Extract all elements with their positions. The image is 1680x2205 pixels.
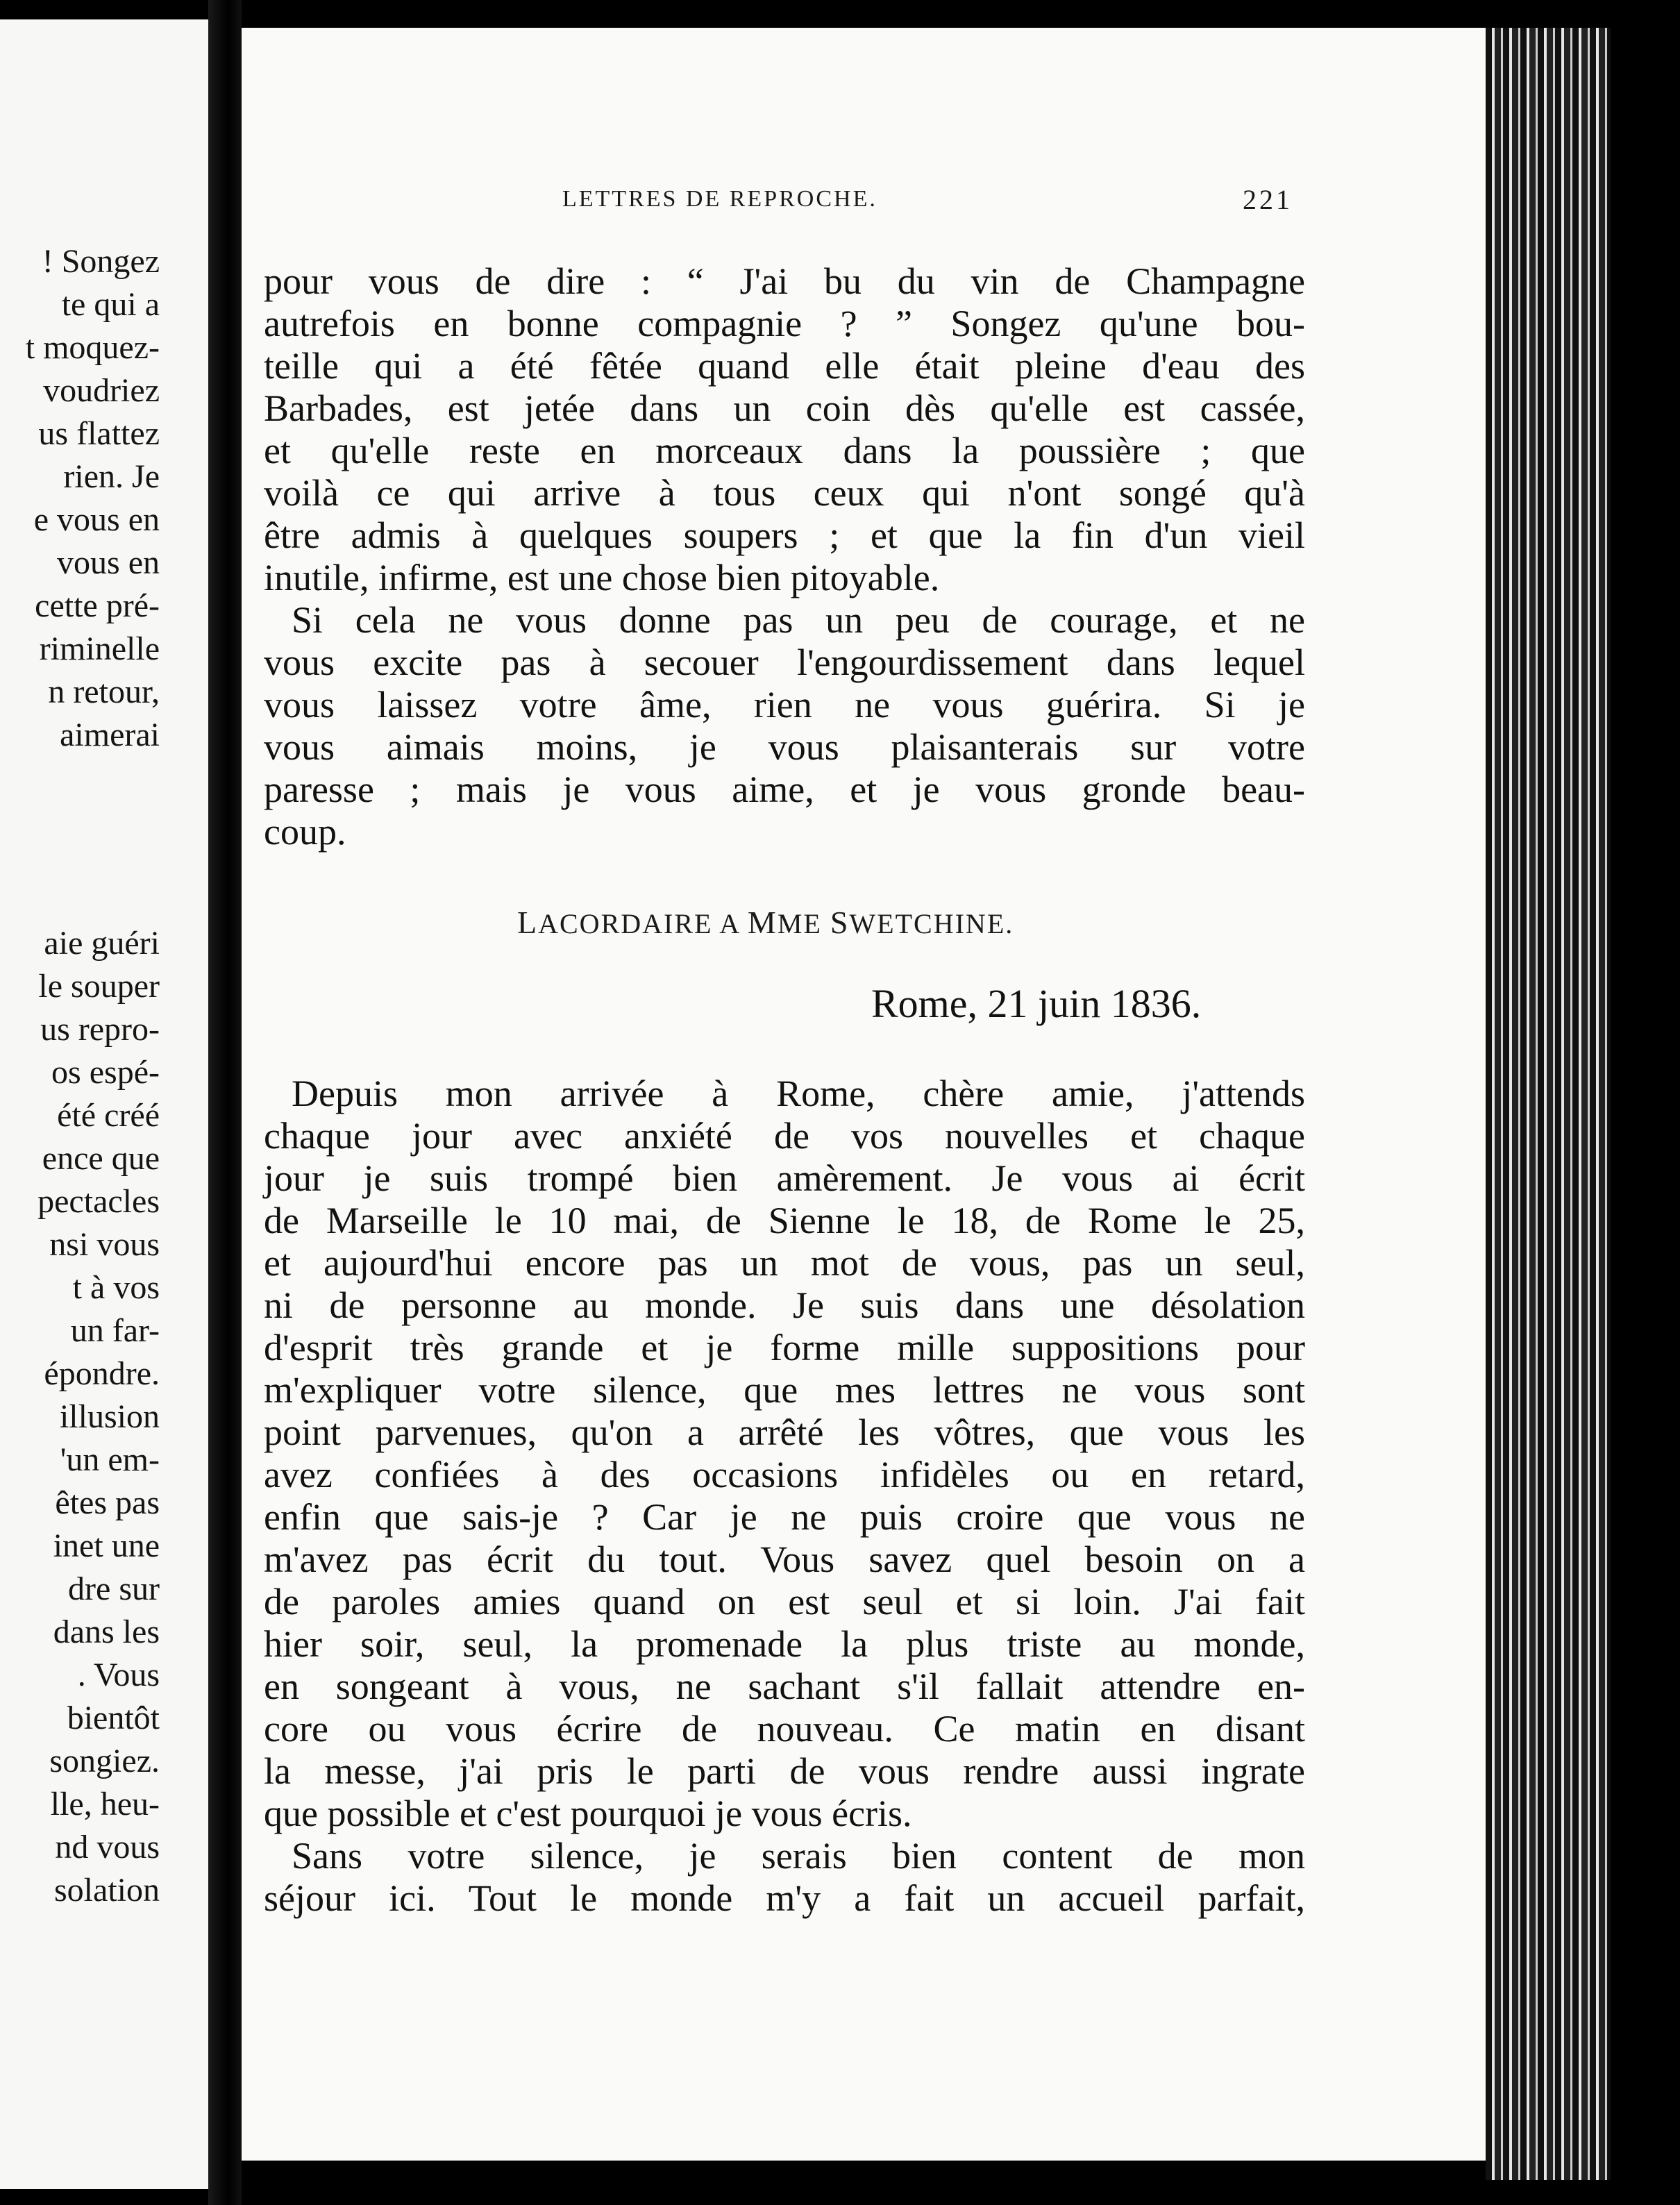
facing-line: songiez. xyxy=(49,1743,160,1779)
facing-line: bientôt xyxy=(67,1700,160,1736)
text-line: point parvenues, qu'on a arrêté les vôtres, que vous les xyxy=(264,1411,1305,1453)
facing-page xyxy=(0,19,208,2189)
text-line: Depuis mon arrivée à Rome, chère amie, j'attends xyxy=(292,1073,1305,1114)
facing-line: voudriez xyxy=(43,372,160,409)
facing-line: été créé xyxy=(57,1097,160,1134)
text-line: Barbades, est jetée dans un coin dès qu'elle est cassée, xyxy=(264,387,1305,429)
facing-line: nsi vous xyxy=(49,1226,160,1263)
text-line: séjour ici. Tout le monde m'y a fait un accueil parfait, xyxy=(264,1877,1305,1919)
text-line: avez confiées à des occasions infidèles ou en retard, xyxy=(264,1454,1305,1495)
text-line: jour je suis trompé bien amèrement. Je vous ai écrit xyxy=(264,1157,1305,1199)
facing-line: épondre. xyxy=(44,1355,160,1392)
facing-line: un far- xyxy=(70,1312,160,1349)
heading-cap: M xyxy=(747,905,778,940)
letter-heading xyxy=(517,904,1014,941)
facing-line: êtes pas xyxy=(55,1484,160,1521)
facing-line: dre sur xyxy=(68,1570,160,1607)
heading-text: WETCHINE. xyxy=(849,908,1014,939)
text-line: hier soir, seul, la promenade la plus triste au monde, xyxy=(264,1623,1305,1665)
page-number: 221 xyxy=(1243,184,1293,215)
facing-line: us repro- xyxy=(40,1011,160,1048)
text-line: de Marseille le 10 mai, de Sienne le 18, de Rome le 25, xyxy=(264,1200,1305,1241)
heading-text: ME xyxy=(777,908,830,939)
text-line: pour vous de dire : “ J'ai bu du vin de Champagne xyxy=(264,260,1305,302)
text-line: enfin que sais-je ? Car je ne puis croire que vous ne xyxy=(264,1496,1305,1538)
paragraph-4 xyxy=(264,1835,1305,1920)
facing-line: aie guéri xyxy=(44,925,160,962)
facing-line: illusion xyxy=(59,1398,160,1435)
facing-line: le souper xyxy=(38,968,160,1005)
text-line: et qu'elle reste en morceaux dans la poussière ; que xyxy=(264,430,1305,471)
facing-page-text-bottom xyxy=(0,922,160,1912)
book-gutter xyxy=(208,0,242,2205)
heading-cap: S xyxy=(830,905,850,940)
text-line: vous laissez votre âme, rien ne vous guérira. Si je xyxy=(264,684,1305,726)
text-line: de paroles amies quand on est seul et si loin. J'ai fait xyxy=(264,1581,1305,1623)
text-line: que possible et c'est pourquoi je vous écris. xyxy=(264,1793,912,1834)
facing-line: t à vos xyxy=(72,1269,160,1306)
facing-line: n retour, xyxy=(48,673,160,710)
facing-line: te qui a xyxy=(61,286,160,323)
text-line: paresse ; mais je vous aime, et je vous gronde beau- xyxy=(264,769,1305,810)
text-line: voilà ce qui arrive à tous ceux qui n'ont songé qu'à xyxy=(264,472,1305,514)
facing-line: us flattez xyxy=(38,415,160,452)
running-title: LETTRES DE REPROCHE. xyxy=(562,186,877,212)
paragraph-2 xyxy=(264,599,1305,853)
letter-date: Rome, 21 juin 1836. xyxy=(871,981,1202,1026)
text-line: chaque jour avec anxiété de vos nouvelles et chaque xyxy=(264,1115,1305,1157)
text-line: core ou vous écrire de nouveau. Ce matin en disant xyxy=(264,1708,1305,1750)
facing-line: t moquez- xyxy=(25,329,160,366)
text-line: autrefois en bonne compagnie ? ” Songez qu'une bou- xyxy=(264,303,1305,344)
text-line: vous excite pas à secouer l'engourdissement dans lequel xyxy=(264,642,1305,683)
facing-line: vous en xyxy=(57,544,160,581)
text-line: être admis à quelques soupers ; et que la fin d'un vieil xyxy=(264,514,1305,556)
text-line: ni de personne au monde. Je suis dans une désolation xyxy=(264,1284,1305,1326)
facing-line: nd vous xyxy=(55,1829,160,1866)
heading-cap: L xyxy=(517,905,539,940)
facing-line: riminelle xyxy=(39,630,160,667)
text-line: teille qui a été fêtée quand elle était pleine d'eau des xyxy=(264,345,1305,387)
text-line: Si cela ne vous donne pas un peu de courage, et ne xyxy=(292,599,1305,641)
heading-text: ACORDAIRE A xyxy=(538,908,748,939)
text-line: m'expliquer votre silence, que mes lettres ne vous sont xyxy=(264,1369,1305,1411)
facing-line: 'un em- xyxy=(60,1441,160,1478)
facing-line: aimerai xyxy=(60,716,160,753)
facing-line: pectacles xyxy=(37,1183,160,1220)
text-line: m'avez pas écrit du tout. Vous savez quel besoin on a xyxy=(264,1539,1305,1580)
facing-line: solation xyxy=(54,1872,160,1909)
facing-line: . Vous xyxy=(77,1657,160,1693)
text-line: inutile, infirme, est une chose bien pitoyable. xyxy=(264,557,940,598)
text-line: coup. xyxy=(264,811,346,853)
facing-line: cette pré- xyxy=(35,587,160,624)
text-line: Sans votre silence, je serais bien content de mon xyxy=(292,1835,1305,1877)
facing-line: lle, heu- xyxy=(50,1786,160,1822)
text-line: vous aimais moins, je vous plaisanterais sur votre xyxy=(264,726,1305,768)
paragraph-3 xyxy=(264,1073,1305,1835)
page-edges xyxy=(1486,28,1611,2180)
facing-line: os espé- xyxy=(51,1054,160,1091)
facing-line: e vous en xyxy=(33,501,160,538)
facing-page-text-top xyxy=(0,240,160,757)
facing-line: dans les xyxy=(53,1613,160,1650)
text-line: et aujourd'hui encore pas un mot de vous, pas un seul, xyxy=(264,1242,1305,1284)
facing-line: rien. Je xyxy=(63,458,160,495)
paragraph-1 xyxy=(264,260,1305,599)
text-line: la messe, j'ai pris le parti de vous rendre aussi ingrate xyxy=(264,1750,1305,1792)
facing-line: ence que xyxy=(42,1140,160,1177)
facing-line: ! Songez xyxy=(42,243,160,280)
text-line: d'esprit très grande et je forme mille suppositions pour xyxy=(264,1327,1305,1368)
text-line: en songeant à vous, ne sachant s'il fallait attendre en- xyxy=(264,1666,1305,1707)
facing-line: inet une xyxy=(53,1527,160,1564)
